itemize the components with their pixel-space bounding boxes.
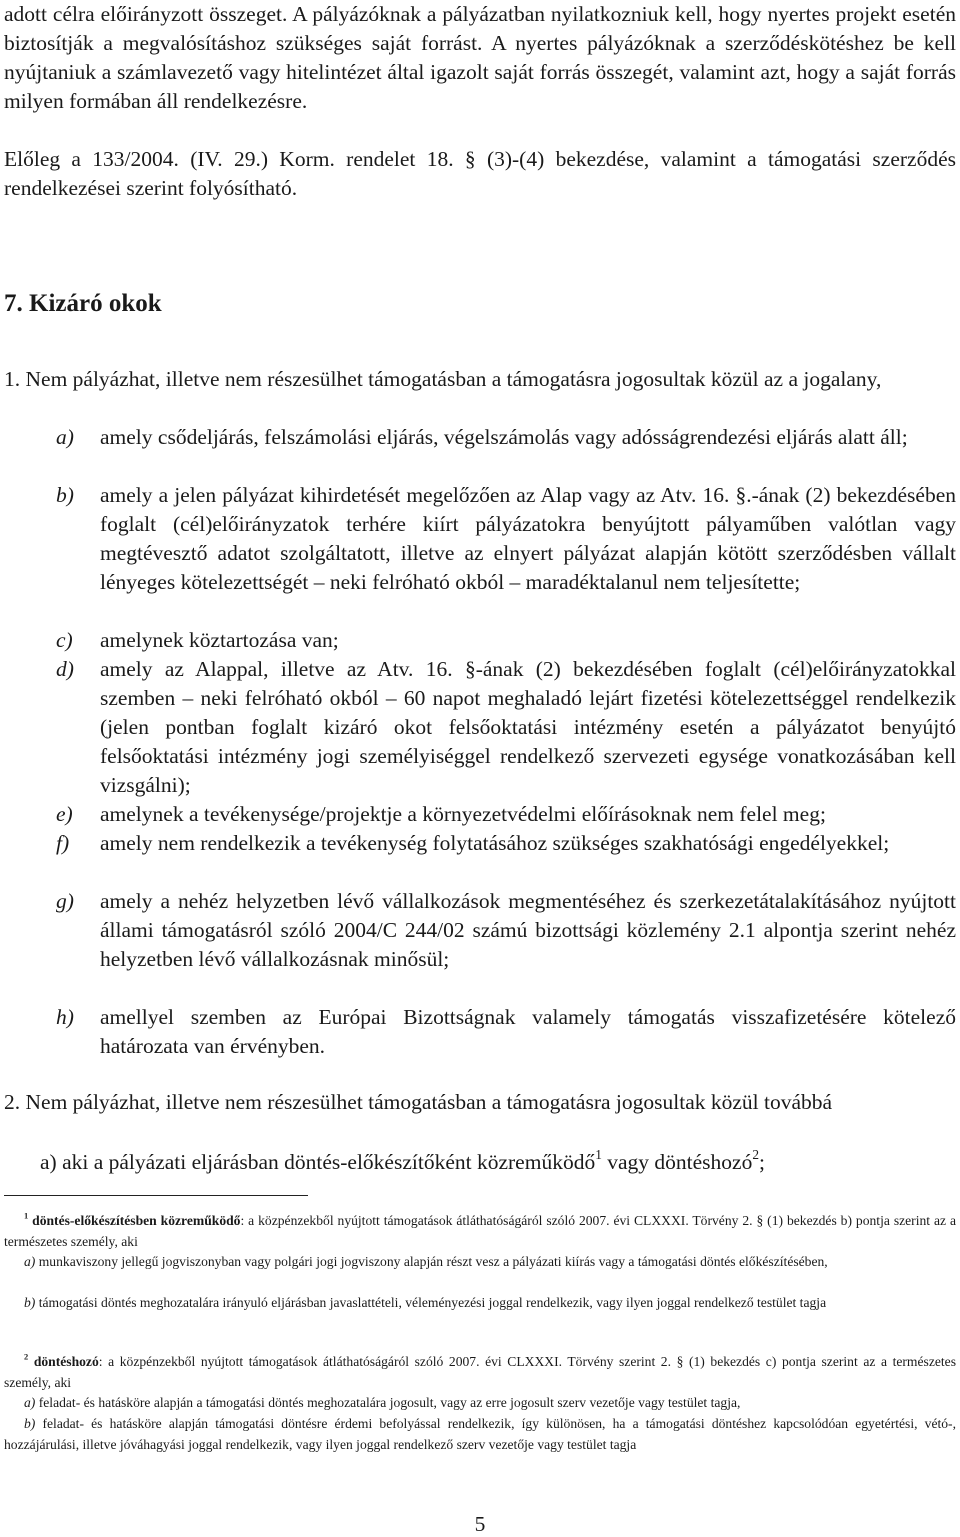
- footnote-1-item-b-text: támogatási döntés meghozatalára irányuló eljárásban javaslattételi, véleményezési joggal rendelkezik, vagy ilyen joggal rendelkező testület tagja: [38, 1295, 827, 1310]
- list-item-text: amely a nehéz helyzetben lévő vállalkozások megmentéséhez és szerkezetátalakításához nyújtott állami támogatásról szóló 2004/C 244/02 számú bizottsági közlemény 2.1 alpontja szerint nehéz helyzetben lévő vállalkozásnak minősül;: [100, 889, 956, 971]
- list-item: [56, 655, 956, 800]
- list-item: [56, 481, 956, 597]
- list-item-text: amely nem rendelkezik a tevékenység folytatásához szükséges szakhatósági engedélyekkel;: [100, 831, 890, 855]
- list-item-text: amelynek a tevékenysége/projektje a környezetvédelmi előírásoknak nem felel meg;: [100, 802, 826, 826]
- list-item-label: e): [56, 802, 73, 826]
- footnote-1-item-a: [4, 1252, 956, 1273]
- list-item: [56, 887, 956, 974]
- point-2-item-a-label: a): [40, 1150, 57, 1174]
- footnote-2-item-a: [4, 1393, 956, 1414]
- footnote-1-item-b: [4, 1293, 956, 1314]
- list-item: [56, 800, 956, 829]
- list-item: [56, 626, 956, 655]
- list-item-label: g): [56, 889, 74, 913]
- footnote-2-number: 2: [24, 1351, 29, 1362]
- point-2-item-a: [40, 1148, 956, 1177]
- list-item-text: amely csődeljárás, felszámolási eljárás, végelszámolás vagy adósságrendezési eljárás alatt áll;: [100, 425, 908, 449]
- footnote-2-item-b-label: b): [24, 1416, 36, 1431]
- footnote-2-item-b: [4, 1414, 956, 1455]
- footnote-2-item-b-text: feladat- és hatásköre alapján támogatási döntésre érdemi befolyással rendelkezik, így különösen, ha a támogatási döntéshez kapcsolódóan egyetértési, vétó-, hozzájárulási, illetve jóváhagyási joggal rendelkezik, vagy ilyen joggal rendelkező szerv vezetője vagy testület tagja: [4, 1416, 956, 1452]
- paragraph-advance-payment: Előleg a 133/2004. (IV. 29.) Korm. rendelet 18. § (3)-(4) bekezdése, valamint a támogatási szerződés rendelkezései szerint folyósítható.: [4, 147, 956, 200]
- paragraph-own-resources: adott célra előirányzott összeget. A pályázóknak a pályázatban nyilatkozniuk kell, hogy nyertes projekt esetén biztosítják a megvalósításhoz szükséges saját forrást. A nyertes pályázóknak a szerződéskötéshez be kell nyújtaniuk a számlavezető vagy hitelintézet által igazolt saját forrás összegét, valamint azt, hogy a saját forrás milyen formában áll rendelkezésre.: [4, 2, 956, 113]
- point-2-item-a-text-2: vagy döntéshozó: [607, 1150, 753, 1174]
- list-item-label: h): [56, 1005, 74, 1029]
- footnote-1-term: döntés-előkészítésben közreműködő: [32, 1213, 241, 1228]
- list-item-label: b): [56, 483, 74, 507]
- page-number: 5: [474, 1512, 486, 1536]
- footnote-2-term: döntéshozó: [33, 1354, 99, 1369]
- list-item-label: a): [56, 425, 74, 449]
- list-item-label: c): [56, 628, 73, 652]
- footnote-separator: [4, 1195, 308, 1196]
- point-2-item-a-end: ;: [759, 1150, 765, 1174]
- list-item-text: amely az Alappal, illetve az Atv. 16. §-ának (2) bekezdésében foglalt (cél)előirányzatokkal szemben – neki felróható okból – 60 napot meghaladó lejárt fizetési kötelezettséggel rendelkezik (jelen pontban foglalt kizáró okot felsőoktatási intézmény esetén a pályázatot benyújtó felsőoktatási intézmény jogi személyiséggel rendelkező szervezeti egysége vonatkozásában kell vizsgálni);: [100, 657, 956, 797]
- list-item-text: amelynek köztartozása van;: [100, 628, 339, 652]
- footnote-1-item-b-label: b): [24, 1295, 36, 1310]
- footnote-1-item-a-text: munkaviszony jellegű jogviszonyban vagy polgári jogi jogviszony alapján részt vesz a pályázati kiírás vagy a támogatási döntés előkészítésében,: [38, 1254, 828, 1269]
- footnote-ref-1[interactable]: 1: [595, 1147, 602, 1163]
- footnote-2-item-a-label: a): [24, 1395, 36, 1410]
- point-2-item-a-text: aki a pályázati eljárásban döntés-előkészítőként közreműködő: [62, 1150, 596, 1174]
- footnote-1-item-a-label: a): [24, 1254, 36, 1269]
- point-2-intro: 2. Nem pályázhat, illetve nem részesülhet támogatásban a támogatásra jogosultak közül továbbá: [4, 1090, 833, 1114]
- section-heading: 7. Kizáró okok: [4, 290, 162, 317]
- footnote-1-text: : a közpénzekből nyújtott támogatások átláthatóságáról szóló 2007. évi CLXXXI. Törvény 2. § (1) bekezdés b) pontja szerint az a természetes személy, aki: [4, 1213, 956, 1249]
- list-item: [56, 1003, 956, 1061]
- footnote-2: [4, 1352, 956, 1393]
- point-1-intro: 1. Nem pályázhat, illetve nem részesülhet támogatásban a támogatásra jogosultak közül az a jogalany,: [4, 367, 882, 391]
- footnote-1-number: 1: [24, 1210, 29, 1221]
- footnote-2-text: : a közpénzekből nyújtott támogatások átláthatóságáról szóló 2007. évi CLXXXI. Törvény szerint 2. § (1) bekezdés c) pontja szerint az a természetes személy, aki: [4, 1354, 956, 1390]
- list-item-label: d): [56, 657, 74, 681]
- list-item-text: amely a jelen pályázat kihirdetését megelőzően az Alap vagy az Atv. 16. §.-ának (2) bekezdésében foglalt (cél)előirányzatok terhére kiírt pályázatokra benyújtott pályaműben valótlan vagy megtévesztő adatot szolgáltatott, illetve az elnyert pályázat alapján kötött szerződésben vállalt lényeges kötelezettségét – neki felróható okból – maradéktalanul nem teljesítette;: [100, 483, 956, 594]
- list-item-label: f): [56, 831, 70, 855]
- footnote-2-item-a-text: feladat- és hatásköre alapján a támogatási döntés meghozatalára jogosult, vagy az erre jogosult szerv vezetője vagy testület tagja,: [38, 1395, 741, 1410]
- list-item-text: amellyel szemben az Európai Bizottságnak valamely támogatás visszafizetésére kötelező határozata van érvényben.: [100, 1005, 956, 1058]
- footnote-1: [4, 1211, 956, 1252]
- footnote-ref-2[interactable]: 2: [752, 1147, 760, 1163]
- list-item: [56, 829, 956, 858]
- list-item: [56, 423, 956, 452]
